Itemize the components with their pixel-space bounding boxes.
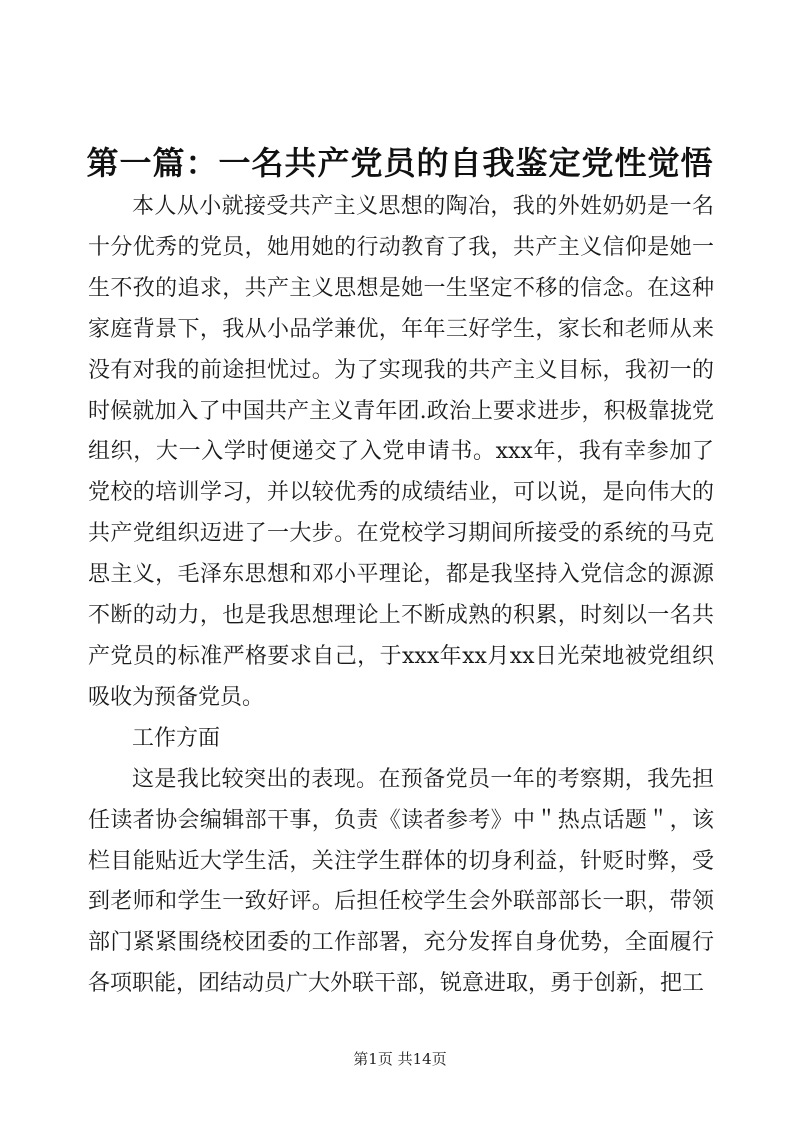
section-heading-work: 工作方面: [132, 725, 221, 751]
paragraph-work: 这是我比较突出的表现。在预备党员一年的考察期，我先担任读者协会编辑部干事，负责《读者参考》中＂热点话题＂，该栏目能贴近大学生活，关注学生群体的切身利益，针贬时弊，受到老师和学生一致好评。后担任校学生会外联部部长一职，带领部门紧紧围绕校团委的工作部署，充分发挥自身优势，全面履行各项职能，团结动员广大外联干部，锐意进取，勇于创新，把工: [88, 766, 714, 997]
page-footer: 第1页 共14页: [353, 1050, 447, 1068]
paragraph-intro: 本人从小就接受共产主义思想的陶冶，我的外姓奶奶是一名十分优秀的党员，她用她的行动教育了我，共产主义信仰是她一生不孜的追求，共产主义思想是她一生坚定不移的信念。在这种家庭背景下，我从小品学兼优，年年三好学生，家长和老师从来没有对我的前途担忧过。为了实现我的共产主义目标，我初一的时候就加入了中国共产主义青年团.政治上要求进步，积极靠拢党组织，大一入学时便递交了入党申请书。xxx年，我有幸参加了党校的培训学习，并以较优秀的成绩结业，可以说，是向伟大的共产党组织迈进了一大步。在党校学习期间所接受的系统的马克思主义，毛泽东思想和邓小平理论，都是我坚持入党信念的源源不断的动力，也是我思想理论上不断成熟的积累，时刻以一名共产党员的标准严格要求自己，于xxx年xx月xx日光荣地被党组织吸收为预备党员。: [88, 194, 714, 710]
page-title: 第一篇：一名共产党员的自我鉴定党性觉悟: [86, 144, 714, 182]
document-body: [88, 187, 714, 1005]
